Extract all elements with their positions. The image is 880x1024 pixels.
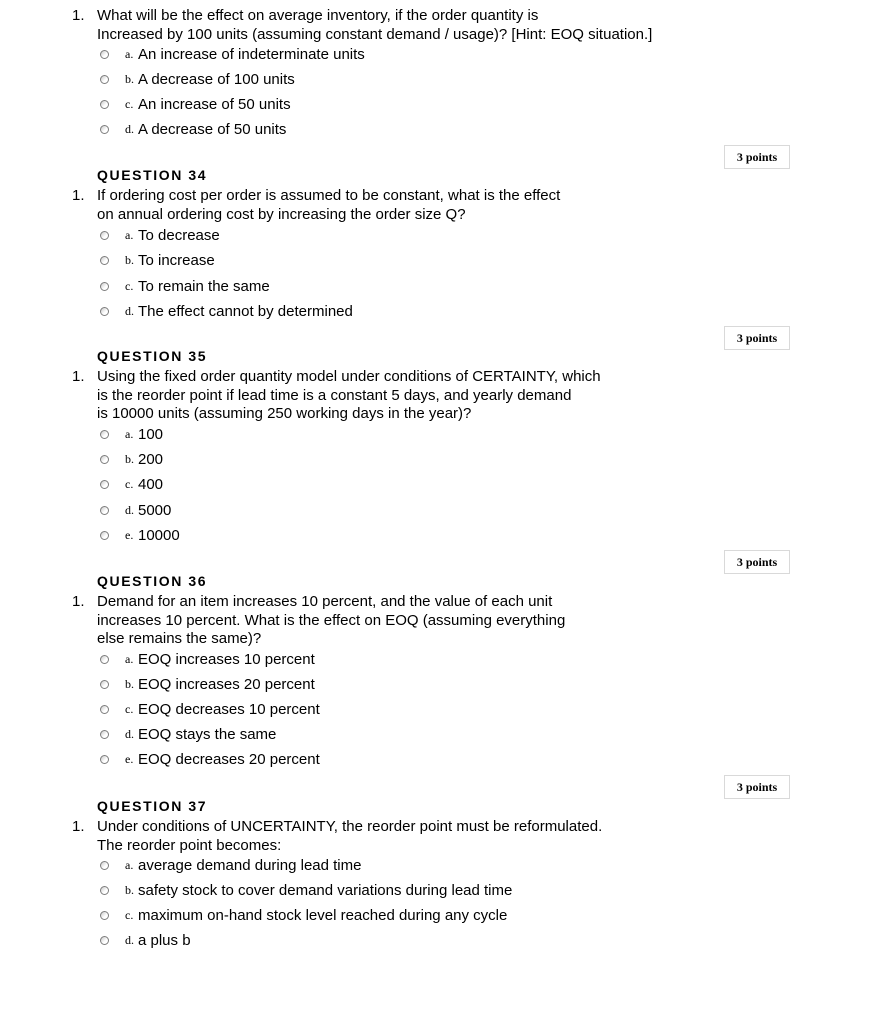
option-label: An increase of 50 units	[138, 95, 291, 113]
radio-button-icon[interactable]	[100, 430, 109, 439]
option-d[interactable]	[100, 301, 353, 321]
option-label: A decrease of 100 units	[138, 70, 295, 88]
option-label: safety stock to cover demand variations during lead time	[138, 881, 513, 899]
option-a[interactable]	[100, 424, 163, 444]
question-text-line: is 10000 units (assuming 250 working days in the year)?	[97, 405, 472, 422]
option-d[interactable]	[100, 119, 286, 139]
question-text	[97, 368, 717, 424]
option-label: 5000	[138, 501, 172, 519]
option-b[interactable]	[100, 69, 295, 89]
option-label: average demand during lead time	[138, 856, 362, 874]
option-label: EOQ increases 20 percent	[138, 675, 315, 693]
option-label: To increase	[138, 251, 215, 269]
option-letter: c.	[125, 96, 134, 111]
option-e[interactable]	[100, 749, 320, 769]
radio-button-icon[interactable]	[100, 75, 109, 84]
option-label: EOQ stays the same	[138, 725, 277, 743]
option-a[interactable]	[100, 855, 361, 875]
radio-button-icon[interactable]	[100, 680, 109, 689]
radio-button-icon[interactable]	[100, 705, 109, 714]
question-text-line: else remains the same)?	[97, 630, 262, 647]
question-text	[97, 593, 717, 649]
radio-button-icon[interactable]	[100, 911, 109, 920]
question-text	[97, 7, 717, 44]
option-label: The effect cannot by determined	[138, 302, 353, 320]
radio-button-icon[interactable]	[100, 282, 109, 291]
option-label: An increase of indeterminate units	[138, 45, 365, 63]
option-a[interactable]	[100, 225, 220, 245]
radio-button-icon[interactable]	[100, 125, 109, 134]
option-label: To decrease	[138, 226, 220, 244]
option-d[interactable]	[100, 500, 171, 520]
points-badge: 3 points	[724, 550, 790, 574]
question-text-line: Demand for an item increases 10 percent, and the value of each unit	[97, 593, 553, 610]
question-text-line: Increased by 100 units (assuming constant demand / usage)? [Hint: EOQ situation.]	[97, 25, 653, 43]
radio-button-icon[interactable]	[100, 655, 109, 664]
option-b[interactable]	[100, 880, 512, 900]
question-heading: QUESTION 36	[97, 573, 208, 589]
option-c[interactable]	[100, 276, 270, 296]
question-text-line: Using the fixed order quantity model under conditions of CERTAINTY, which	[97, 368, 601, 385]
radio-button-icon[interactable]	[100, 936, 109, 945]
question-number: 1.	[72, 368, 85, 385]
option-letter: d.	[125, 121, 134, 136]
option-letter: b.	[125, 451, 134, 466]
radio-button-icon[interactable]	[100, 755, 109, 764]
radio-button-icon[interactable]	[100, 480, 109, 489]
option-label: a plus b	[138, 931, 191, 949]
option-label: 10000	[138, 526, 180, 544]
question-text-line: is the reorder point if lead time is a constant 5 days, and yearly demand	[97, 386, 572, 404]
option-letter: b.	[125, 71, 134, 86]
radio-button-icon[interactable]	[100, 730, 109, 739]
option-c[interactable]	[100, 94, 291, 114]
radio-button-icon[interactable]	[100, 861, 109, 870]
option-b[interactable]	[100, 449, 163, 469]
option-letter: d.	[125, 726, 134, 741]
question-text	[97, 187, 717, 224]
option-b[interactable]	[100, 674, 315, 694]
option-a[interactable]	[100, 44, 365, 64]
question-text	[97, 818, 717, 855]
option-b[interactable]	[100, 250, 215, 270]
option-letter: e.	[125, 751, 134, 766]
question-text-line: What will be the effect on average inventory, if the order quantity is	[97, 7, 539, 24]
option-letter: a.	[125, 857, 134, 872]
radio-button-icon[interactable]	[100, 455, 109, 464]
option-letter: b.	[125, 882, 134, 897]
question-text-line: The reorder point becomes:	[97, 836, 282, 854]
question-number: 1.	[72, 7, 85, 24]
option-label: EOQ decreases 20 percent	[138, 750, 320, 768]
question-text-line: on annual ordering cost by increasing the order size Q?	[97, 205, 466, 223]
option-label: To remain the same	[138, 277, 270, 295]
option-e[interactable]	[100, 525, 180, 545]
option-letter: a.	[125, 426, 134, 441]
option-label: maximum on-hand stock level reached during any cycle	[138, 906, 508, 924]
radio-button-icon[interactable]	[100, 307, 109, 316]
question-text-line: Under conditions of UNCERTAINTY, the reorder point must be reformulated.	[97, 818, 603, 835]
option-letter: a.	[125, 651, 134, 666]
option-label: EOQ decreases 10 percent	[138, 700, 320, 718]
option-letter: c.	[125, 701, 134, 716]
question-heading: QUESTION 35	[97, 348, 208, 364]
option-letter: c.	[125, 907, 134, 922]
radio-button-icon[interactable]	[100, 50, 109, 59]
option-letter: b.	[125, 252, 134, 267]
option-letter: b.	[125, 676, 134, 691]
option-c[interactable]	[100, 905, 507, 925]
option-label: 200	[138, 450, 164, 468]
radio-button-icon[interactable]	[100, 531, 109, 540]
option-letter: c.	[125, 278, 134, 293]
question-text-line: increases 10 percent. What is the effect on EOQ (assuming everything	[97, 611, 566, 629]
option-label: 400	[138, 475, 164, 493]
radio-button-icon[interactable]	[100, 256, 109, 265]
option-letter: d.	[125, 502, 134, 517]
question-heading: QUESTION 37	[97, 798, 208, 814]
option-letter: a.	[125, 46, 134, 61]
option-d[interactable]	[100, 724, 276, 744]
option-letter: c.	[125, 476, 134, 491]
option-letter: d.	[125, 303, 134, 318]
option-a[interactable]	[100, 649, 315, 669]
radio-button-icon[interactable]	[100, 100, 109, 109]
option-d[interactable]	[100, 930, 191, 950]
option-label: EOQ increases 10 percent	[138, 650, 315, 668]
question-text-line: If ordering cost per order is assumed to be constant, what is the effect	[97, 187, 561, 204]
option-c[interactable]	[100, 699, 320, 719]
points-badge: 3 points	[724, 326, 790, 350]
question-number: 1.	[72, 818, 85, 835]
option-letter: a.	[125, 227, 134, 242]
option-label: A decrease of 50 units	[138, 120, 287, 138]
option-letter: d.	[125, 932, 134, 947]
option-label: 100	[138, 425, 164, 443]
radio-button-icon[interactable]	[100, 231, 109, 240]
radio-button-icon[interactable]	[100, 886, 109, 895]
option-letter: e.	[125, 527, 134, 542]
points-badge: 3 points	[724, 145, 790, 169]
option-c[interactable]	[100, 474, 163, 494]
question-number: 1.	[72, 187, 85, 204]
question-number: 1.	[72, 593, 85, 610]
points-badge: 3 points	[724, 775, 790, 799]
radio-button-icon[interactable]	[100, 506, 109, 515]
question-heading: QUESTION 34	[97, 167, 208, 183]
